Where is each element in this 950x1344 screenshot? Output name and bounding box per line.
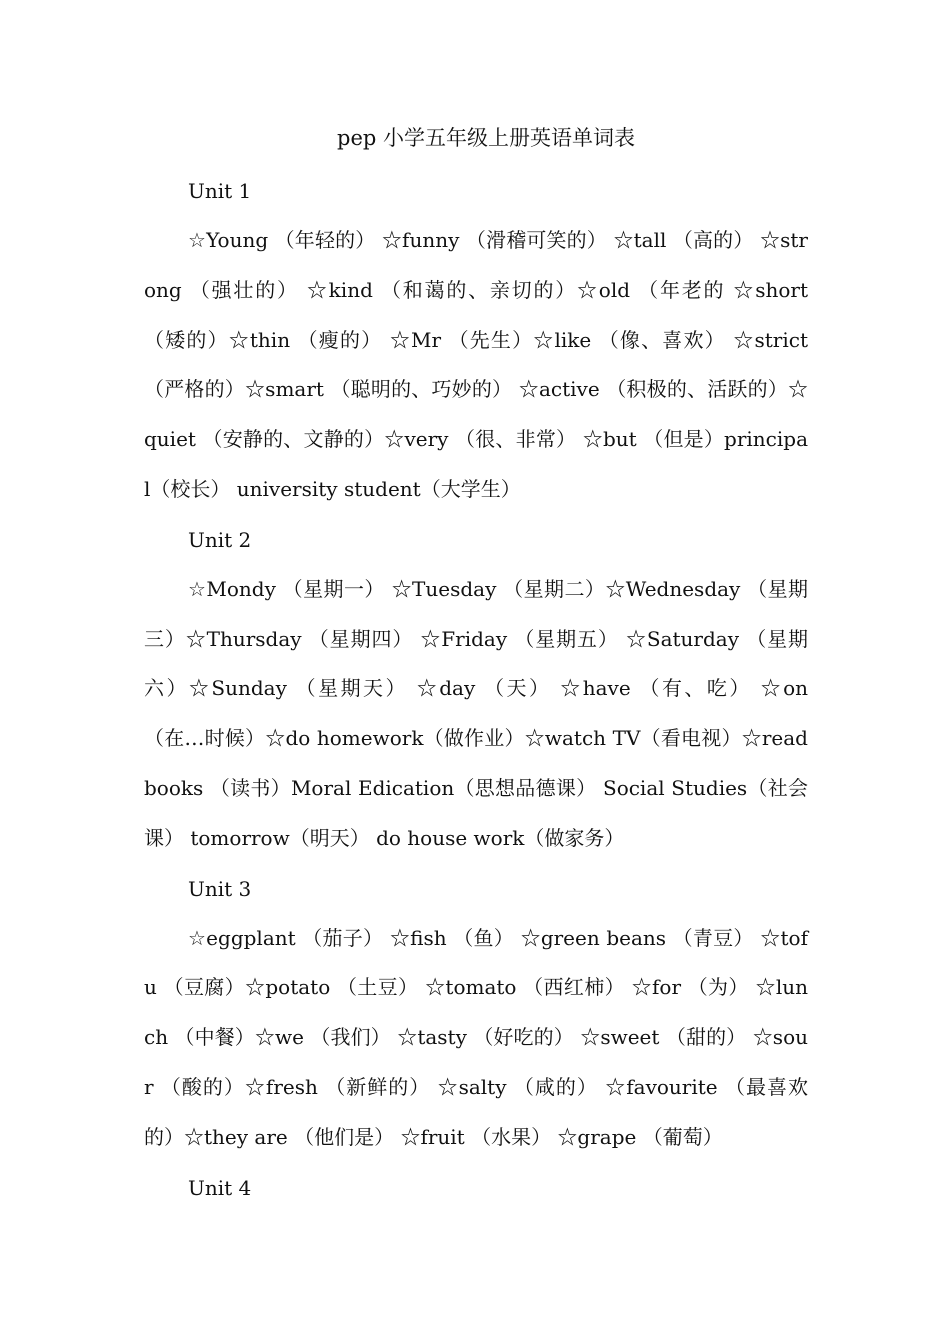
document-body bbox=[144, 116, 808, 1213]
unit-3-heading: Unit 3 bbox=[188, 876, 252, 901]
unit-1-heading: Unit 1 bbox=[188, 179, 252, 203]
unit-3-vocabulary: ☆eggplant （茄子） ☆fish （鱼） ☆green beans （青豆） ☆tofu （豆腐）☆potato （土豆） ☆tomato （西红柿） ☆for （为） ☆lunch （中餐）☆we （我们） ☆tasty （好吃的） ☆sweet （甜的） ☆sour （酸的）☆fresh （新鲜的） ☆salty （咸的） ☆favourite （最喜欢的）☆they are （他们是） ☆fruit （水果） ☆grape （葡萄） bbox=[144, 925, 808, 1149]
document-title: pep 小学五年级上册英语单词表 bbox=[337, 126, 635, 150]
unit-4-heading: Unit 4 bbox=[188, 1175, 252, 1200]
unit-2-heading: Unit 2 bbox=[188, 527, 252, 552]
unit-2-vocabulary: ☆Mondy （星期一） ☆Tuesday （星期二）☆Wednesday （星期三）☆Thursday （星期四） ☆Friday （星期五） ☆Saturday （星期六）☆Sunday （星期天） ☆day （天） ☆have （有、吃） ☆on （在…时候）☆do homework（做作业）☆watch TV（看电视）☆read books （读书）Moral Edication（思想品德课） Social Studies（社会课） tomorrow（明天） do house work（做家务） bbox=[144, 576, 808, 850]
unit-1-vocabulary: ☆Young （年轻的） ☆funny （滑稽可笑的） ☆tall （高的） ☆strong （强壮的） ☆kind （和蔼的、亲切的）☆old （年老的 ☆short （矮的）☆thin （瘦的） ☆Mr （先生）☆like （像、喜欢） ☆strict （严格的）☆smart （聪明的、巧妙的） ☆active （积极的、活跃的）☆quiet （安静的、文静的）☆very （很、非常） ☆but （但是）principal（校长） university student（大学生） bbox=[144, 228, 808, 501]
